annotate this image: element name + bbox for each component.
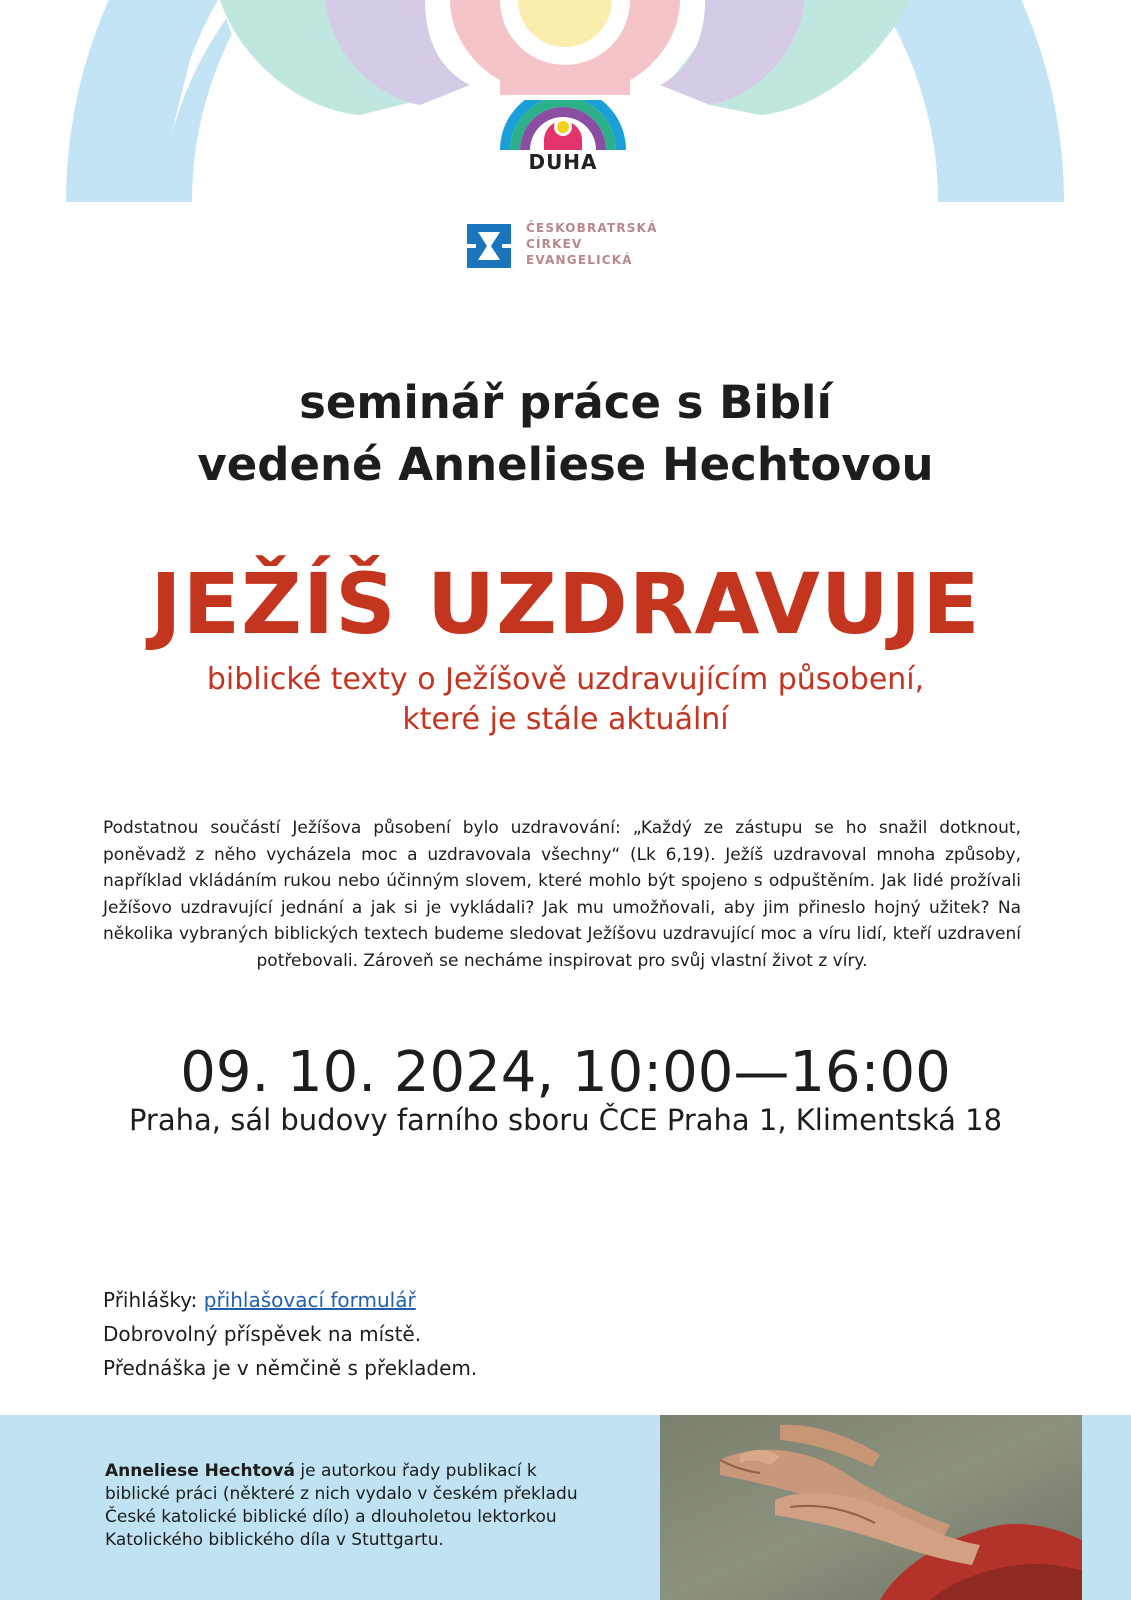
info-section <box>103 1283 477 1385</box>
chalice-icon <box>467 224 511 268</box>
subtitle-line-2: které je stále aktuální <box>402 702 729 737</box>
seminar-title-line-2: vedené Anneliese Hechtovou <box>197 438 934 491</box>
event-date-time: 09. 10. 2024, 10:00—16:00 <box>180 1040 951 1105</box>
author-bio-text: je autorkou řady publikací k biblické práci (některé z nich vydalo v českém překladu České katolické biblické dílo) a dlouholetou lektorkou Katolického biblického díla v Stuttgartu. <box>105 1461 578 1550</box>
registration-line <box>103 1283 477 1317</box>
cce-line-3: EVANGELICKÁ <box>526 253 633 267</box>
cce-line-2: CÍRKEV <box>526 237 583 251</box>
cce-logo-text <box>526 220 658 268</box>
author-bio <box>105 1460 605 1552</box>
language-note: Přednáška je v němčině s překladem. <box>103 1356 478 1380</box>
description-paragraph: Podstatnou součástí Ježíšova působení bylo uzdravování: „Každý ze zástupu se ho snažil dotknout, poněvadž z něho vycházela moc a uzdravovala všechny“ (Lk 6,19). Ježíš uzdravoval mnoha způsoby, například vkládáním rukou nebo účinným slovem, které mohlo být spojeno s odpuštěním. Jak lidé prožívali Ježíšovo uzdravující jednání a jak si je vykládali? Jak mu umožňovali, aby jim přineslo hojný užitek? Na několika vybraných biblických textech budeme sledovat Ježíšovu uzdravující moc a víru lidí, kteří uzdravení potřebovali. Zároveň se necháme inspirovat pro svůj vlastní život z víry. <box>103 818 1021 971</box>
registration-form-link[interactable]: přihlašovací formulář <box>203 1288 416 1312</box>
seminar-title <box>0 372 1131 496</box>
duha-logo-text: DUHA <box>528 150 598 174</box>
author-name: Anneliese Hechtová <box>105 1461 295 1481</box>
seminar-title-line-1: seminář práce s Biblí <box>299 376 832 429</box>
contribution-note: Dobrovolný příspěvek na místě. <box>103 1322 422 1346</box>
subtitle-line-1: biblické texty o Ježíšově uzdravujícím působení, <box>206 662 925 697</box>
footer-band <box>0 1415 1131 1600</box>
healing-hands-painting <box>660 1415 1082 1600</box>
cce-line-1: ČESKOBRATRSKÁ <box>526 221 658 235</box>
subtitle <box>0 660 1131 740</box>
event-venue: Praha, sál budovy farního sboru ČCE Praha 1, Klimentská 18 <box>128 1103 1003 1137</box>
registration-label: Přihlášky: <box>103 1288 198 1312</box>
main-title: JEŽÍŠ UZDRAVUJE <box>150 555 981 653</box>
